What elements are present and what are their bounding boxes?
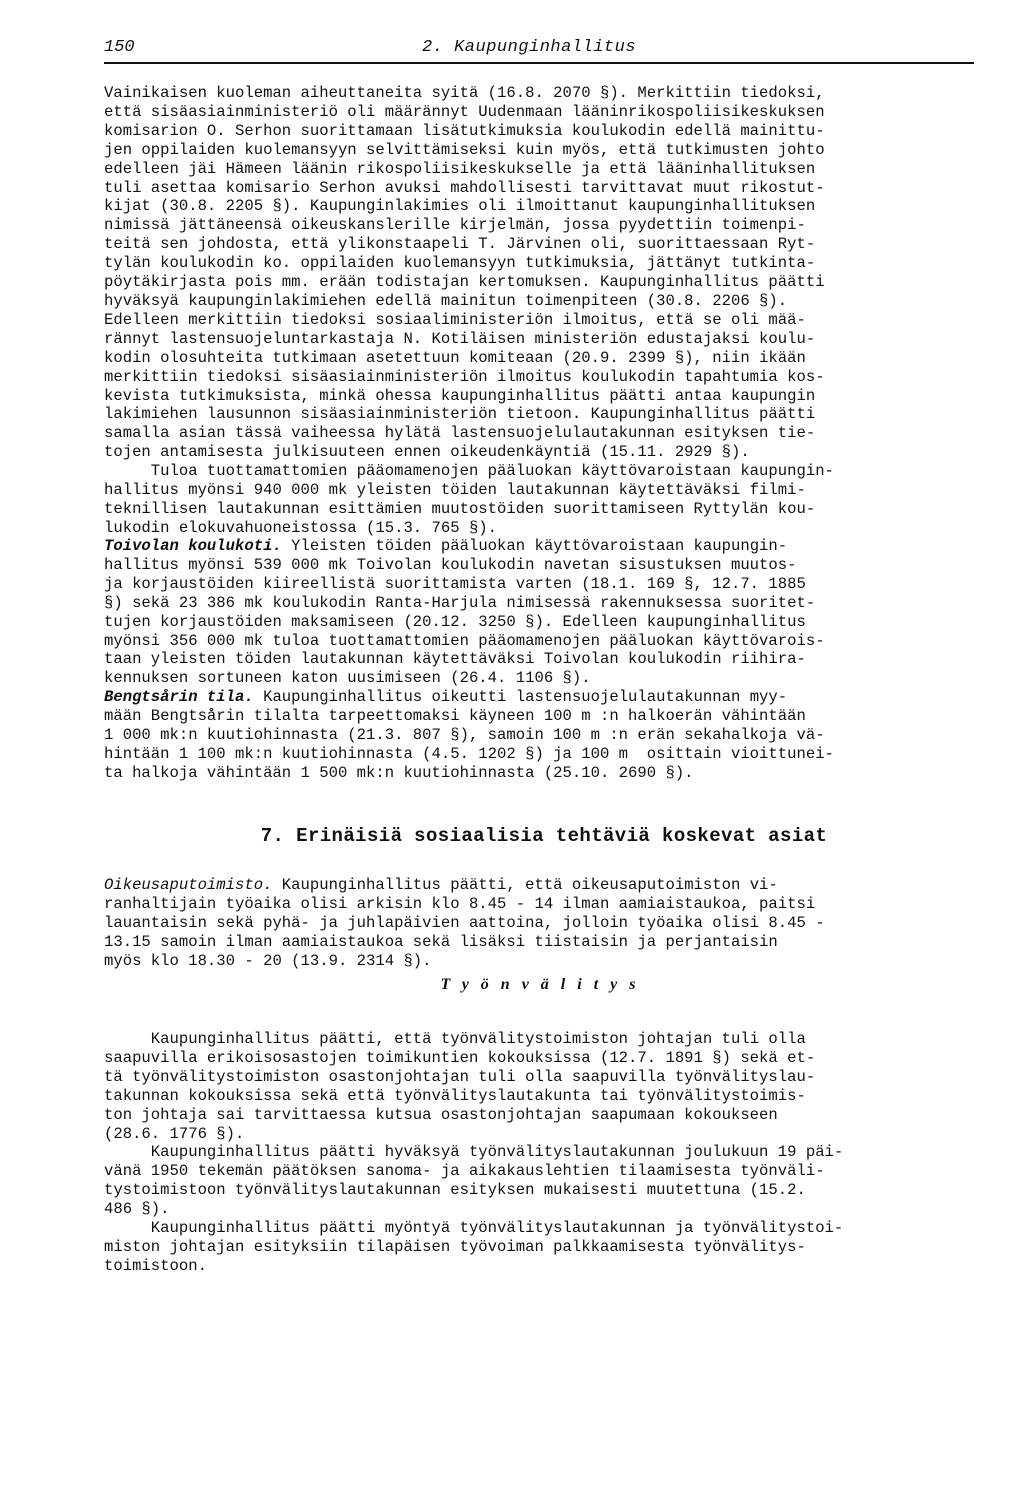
running-title: 2. Kaupunginhallitus [422, 38, 637, 57]
page-header [104, 36, 974, 64]
bengtsar-body: Kaupunginhallitus oikeutti lastensuojelulautakunnan myy- mään Bengtsårin tilalta tarpeettomaksi käyneen 100 m :n halkoerän vähintään 1 000 mk:n kuutiohinnasta (21.3. 807 §), samoin 100 m :n erän sekahalkoja vä- hintään 1 100 mk:n kuutiohinnasta (4.5. 1202 §) ja 100 m osittain vioittunei- ta halkoja vähintään 1 500 mk:n kuutiohinnasta (25.10. 2690 §). [104, 688, 834, 782]
paragraph-text: Vainikaisen kuoleman aiheuttaneita syitä (16.8. 2070 §). Merkittiin tiedoksi, että sisäasiainministeriö oli määrännyt Uudenmaan lääninrikospoliisikeskuksen komisarion O. Serhon suorittamaan lisätutkimuksia koulukodin edellä mainittu- jen oppilaiden kuolemansyyn selvittämiseksi kuin myös, että tutkimusten johto edelleen jäi Hämeen läänin rikospoliisikeskukselle ja että lääninhallituksen tuli asettaa komisario Serhon avuksi mahdollisesti tarvittavat muut rikostut- kijat (30.8. 2205 §). Kaupunginlakimies oli ilmoittanut kaupunginhallituksen nimissä jättäneensä oikeuskanslerille kirjelmän, jossa pyydettiin toimenpi- teitä sen johdosta, että ylikonstaapeli T. Järvinen oli, suorittaessaan Ryt- tylän koulukodin ko. oppilaiden kuolemansyyn tutkimuksia, jättänyt tutkinta- pöytäkirjasta pois mm. erään todistajan kertomuksen. Kaupunginhallitus päätti hyväksyä kaupunginlakimiehen edellä mainitun toimenpiteen (30.8. 2206 §). Edelleen merkittiin tiedoksi sosiaaliministeriön ilmoitus, että se oli mää- rännyt lastensuojeluntarkastaja N. Kotiläisen ministeriön edustajaksi koulu- kodin olosuhteita tutkimaan asetettuun komiteaan (20.9. 2399 §), niin ikään merkittiin tiedoksi sisäasiainministeriön ilmoitus koulukodin tapahtumia kos- kevista tutkimuksista, minkä ohessa kaupunginhallitus päätti antaa kaupungin lakimiehen lausunnon sisäasiainministeriön tietoon. Kaupunginhallitus päätti samalla asian tässä vaiheessa hylätä lastensuojelulautakunnan esityksen tie- tojen antamisesta julkisuuteen ennen oikeudenkäyntiä (15.11. 2929 §). [104, 84, 825, 462]
inline-heading-toivola: Toivolan koulukoti. [104, 537, 282, 555]
paragraph-oikeusaputoimisto [104, 876, 984, 971]
paragraph-toivola [104, 537, 984, 688]
paragraph-rikostutkimus [104, 84, 984, 462]
section-heading: 7. Erinäisiä sosiaalisia tehtäviä koskevat asiat [260, 825, 828, 847]
paragraph-elokuvahuoneisto [104, 462, 984, 538]
paragraph-bengtsar [104, 688, 984, 783]
paragraph-text: Kaupunginhallitus päätti, että työnvälitystoimiston johtajan tuli olla saapuvilla erikoisosastojen toimikuntien kokouksissa (12.7. 1891 §) sekä et- tä työnvälitystoimiston osastonjohtajan tuli olla saapuvilla työnvälityslau- takunnan kokouksissa sekä että työnvälityslautakunta tai työnvälitystoimis- ton johtaja sai tarvittaessa kutsua osastonjohtajan saapumaan kokoukseen (28.6. 1776 §). Kaupunginhallitus päätti hyväksyä työnvälityslautakunnan joulukuun 19 päi- vänä 1950 tekemän päätöksen sanoma- ja aikakauslehtien tilaamisesta työnväli- tystoimistoon työnvälityslautakunnan esityksen mukaisesti muutettuna (15.2. 486 §). Kaupunginhallitus päätti myöntyä työnvälityslautakunnan ja työnvälitystoi- miston johtajan esityksiin tilapäisen työvoiman palkkaamisesta työnvälitys- toimistoon. [104, 1030, 844, 1275]
inline-heading-oikeusaputoimisto: Oikeusaputoimisto. [104, 876, 273, 894]
paragraph-tyonvalitys [104, 1030, 984, 1276]
oikeusaputoimisto-body: Kaupunginhallitus päätti, että oikeusaputoimiston vi- ranhaltijain työaika olisi arkisin klo 8.45 - 14 ilman aamiaistaukoa, paitsi lauantaisin sekä pyhä- ja juhlapäivien aattoina, jolloin työaika olisi 8.45 - 13.15 samoin ilman aamiaistaukoa sekä lisäksi tiistaisin ja perjantaisin myös klo 18.30 - 20 (13.9. 2314 §). [104, 876, 825, 970]
paragraph-text [104, 688, 984, 783]
inline-heading-bengtsar: Bengtsårin tila. [104, 688, 254, 706]
toivola-body: Yleisten töiden pääluokan käyttövaroistaan kaupungin- hallitus myönsi 539 000 mk Toivolan koulukodin navetan sisustuksen muutos- ja korjaustöiden kiireellistä suorittamista varten (18.1. 169 §, 12.7. 1885 §) sekä 23 386 mk koulukodin Ranta-Harjula nimisessä rakennuksessa suoritet- tujen korjaustöiden maksamiseen (20.12. 3250 §). Edelleen kaupunginhallitus myönsi 356 000 mk tuloa tuottamattomien pääomamenojen pääluokan käyttövarois- taan yleisten töiden lautakunnan käytettäväksi Toivolan koulukodin riihira- kennuksen sortuneen katon uusimiseen (26.4. 1106 §). [104, 537, 825, 688]
paragraph-text [104, 537, 984, 688]
paragraph-text [104, 876, 984, 971]
page-number: 150 [104, 38, 135, 57]
subsection-heading: Työnvälitys [440, 976, 648, 993]
paragraph-text: Tuloa tuottamattomien pääomamenojen pääluokan käyttövaroistaan kaupungin- hallitus myönsi 940 000 mk yleisten töiden lautakunnan käytettäväksi filmi- teknillisen lautakunnan esittämien muutostöiden suorittamiseen Ryttylän kou- lukodin elokuvahuoneistossa (15.3. 765 §). [104, 462, 834, 537]
